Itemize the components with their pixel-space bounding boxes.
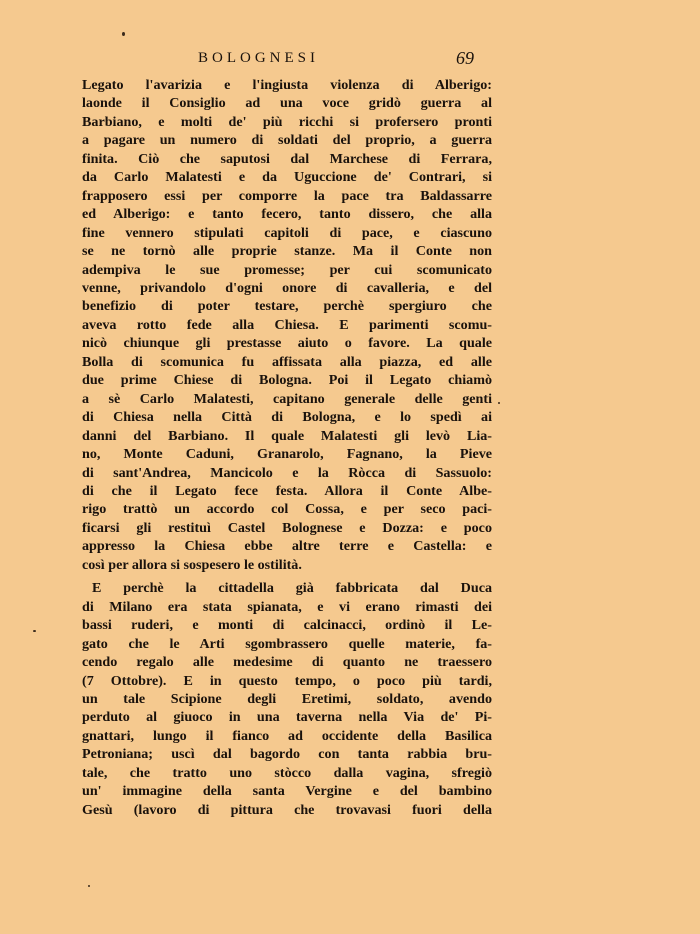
ink-speck — [122, 32, 125, 36]
text-line: laonde il Consiglio ad una voce gridò guerra al — [82, 95, 492, 112]
text-line: benefizio di poter testare, perchè spergiuro che — [82, 298, 492, 315]
text-line: a pagare un numero di soldati del proprio, a guerra — [82, 132, 492, 149]
text-line: di sant'Andrea, Mancicolo e la Ròcca di Sassuolo: — [82, 464, 492, 481]
text-line: Legato l'avarizia e l'ingiusta violenza di Alberigo: — [82, 77, 492, 93]
text-line: nicò chiunque gli prestasse aiuto o favore. La quale — [82, 335, 492, 352]
page-header — [82, 46, 492, 76]
text-line: Bolla di scomunica fu affissata alla piazza, ed alle — [82, 353, 492, 370]
text-line: un tale Scipione degli Eretimi, soldato, avendo — [82, 690, 492, 707]
text-line: perduto al giuoco in una taverna nella Via de' Pi- — [82, 709, 492, 726]
text-line: finita. Ciò che saputosi dal Marchese di Ferrara, — [82, 150, 492, 167]
book-page — [82, 46, 492, 819]
text-line: se ne tornò alle proprie stanze. Ma il Conte non — [82, 243, 492, 260]
text-line: Petroniana; uscì dal bagordo con tanta rabbia bru- — [82, 746, 492, 763]
text-line: gato che le Arti sgombrassero quelle materie, fa- — [82, 635, 492, 652]
text-line: venne, privandolo d'ogni onore di cavalleria, e del — [82, 279, 492, 296]
text-line: Gesù (lavoro di pittura che trovavasi fuori della — [82, 801, 492, 818]
text-line: da Carlo Malatesti e da Uguccione de' Contrari, si — [82, 169, 492, 186]
page-number: 69 — [456, 48, 474, 68]
text-line: E perchè la cittadella già fabbricata dal Duca — [92, 580, 492, 597]
text-line: ed Alberigo: e tanto fecero, tanto dissero, che alla — [82, 206, 492, 223]
paragraph-1 — [82, 76, 492, 574]
text-line: di Milano era stata spianata, e vi erano rimasti dei — [82, 598, 492, 615]
text-line: un' immagine della santa Vergine e del bambino — [82, 783, 492, 800]
text-line: fine vennero stipulati capitoli di pace, e ciascuno — [82, 224, 492, 241]
text-line: a sè Carlo Malatesti, capitano generale delle genti — [82, 390, 492, 407]
body-text — [82, 76, 492, 819]
text-line: Barbiano, e molti de' più ricchi si profersero pronti — [82, 113, 492, 130]
text-line: così per allora si sospesero le ostilità. — [82, 556, 302, 573]
ink-speck — [498, 402, 500, 404]
text-line: di Chiesa nella Città di Bologna, e lo spedì ai — [82, 409, 492, 426]
text-line: adempiva le sue promesse; per cui scomunicato — [82, 261, 492, 278]
text-line: gnattari, lungo il fianco ad occidente della Basilica — [82, 727, 492, 744]
text-line: tale, che tratto uno stòcco dalla vagina, sfregiò — [82, 764, 492, 781]
text-line: no, Monte Caduni, Granarolo, Fagnano, la Pieve — [82, 446, 492, 463]
running-title: BOLOGNESI — [198, 50, 319, 66]
text-line: bassi ruderi, e monti di calcinacci, ordinò il Le- — [82, 617, 492, 634]
ink-speck — [33, 630, 36, 632]
paragraph-2 — [82, 579, 492, 819]
text-line: (7 Ottobre). E in questo tempo, o poco più tardi, — [82, 672, 492, 689]
text-line: rigo trattò un accordo col Cossa, e per seco paci- — [82, 501, 492, 518]
ink-speck — [88, 885, 90, 887]
text-line: danni del Barbiano. Il quale Malatesti gli levò Lia- — [82, 427, 492, 444]
text-line: appresso la Chiesa ebbe altre terre e Castella: e — [82, 538, 492, 555]
text-line: di che il Legato fece festa. Allora il Conte Albe- — [82, 482, 492, 499]
text-line: frapposero essi per comporre la pace tra Baldassarre — [82, 187, 492, 204]
text-line: due prime Chiese di Bologna. Poi il Legato chiamò — [82, 372, 492, 389]
text-line: cendo regalo alle medesime di quanto ne traessero — [82, 654, 492, 671]
text-line: aveva rotto fede alla Chiesa. E parimenti scomu- — [82, 316, 492, 333]
text-line: ficarsi gli restituì Castel Bolognese e Dozza: e poco — [82, 519, 492, 536]
